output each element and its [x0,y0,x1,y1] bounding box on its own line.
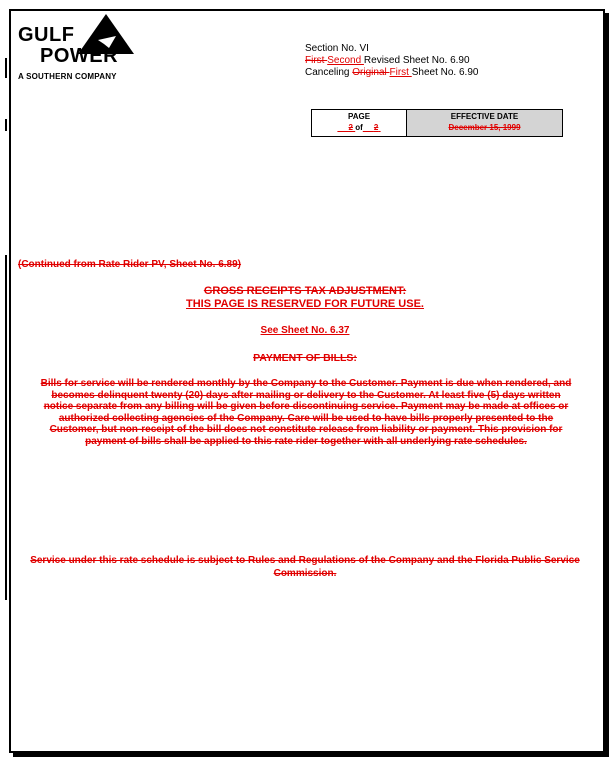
gulf-power-logo [18,14,148,88]
logo-power: POWER [40,45,119,67]
logo-subtitle: A SOUTHERN COMPANY [18,72,117,81]
reserved-notice: THIS PAGE IS RESERVED FOR FUTURE USE. [186,298,424,310]
canceling-sheet-text: Sheet No. 6.90 [411,67,479,78]
effective-date-cell [407,110,562,136]
effective-date-label: EFFECTIVE DATE [450,112,519,121]
revision-bar [5,255,7,600]
inserted-text: First [389,67,412,78]
page-of: of [355,123,363,132]
payment-heading: PAYMENT OF BILLS: [253,352,357,364]
payment-paragraph: Bills for service will be rendered monthly by the Company to the Customer. Payment is due when rendered, and becomes delinquent twenty (20) days after mailing or delivery to the Customer. At least five (5) days written notice separate from any billing will be given before discontinuing service. Payment may be made at offices or authorized collecting agencies of the Company. Care will be used to have bills properly presented to the Customer, but non-receipt of the bill does not constitute release from liability or payment. This provision for payment of bills shall be applied to this rate rider together with all underlying rate schedules. [40,378,572,447]
sheet-info [305,43,478,79]
deleted-text: Original [352,67,390,78]
page-info-box [311,109,563,137]
page-number: 2 [348,123,353,132]
page-total: 2 [373,123,379,132]
section-title: GROSS RECEIPTS TAX ADJUSTMENT: [203,285,407,297]
revised-sheet-text: Revised Sheet No. 6.90 [363,55,470,66]
canceling-sheet-line [305,67,478,79]
revised-sheet-line [305,55,478,67]
page-value [312,122,406,133]
revision-bar [5,58,7,78]
section-number: Section No. VI [305,43,369,54]
inserted-text: Second [327,55,364,66]
continued-note: (Continued from Rate Rider PV, Sheet No. 6.89) [18,259,242,270]
revision-bar [5,119,7,131]
logo-gulf: GULF [18,24,75,46]
canceling-prefix: Canceling [305,67,353,78]
deleted-text: First [305,55,328,66]
page-label: PAGE [347,112,371,121]
page-cell [312,110,407,136]
service-paragraph: Service under this rate schedule is subject to Rules and Regulations of the Company and the Florida Public Service Commission. [30,555,580,579]
effective-date-value: December 15, 1999 [448,123,521,132]
see-sheet-reference: See Sheet No. 6.37 [260,325,350,336]
